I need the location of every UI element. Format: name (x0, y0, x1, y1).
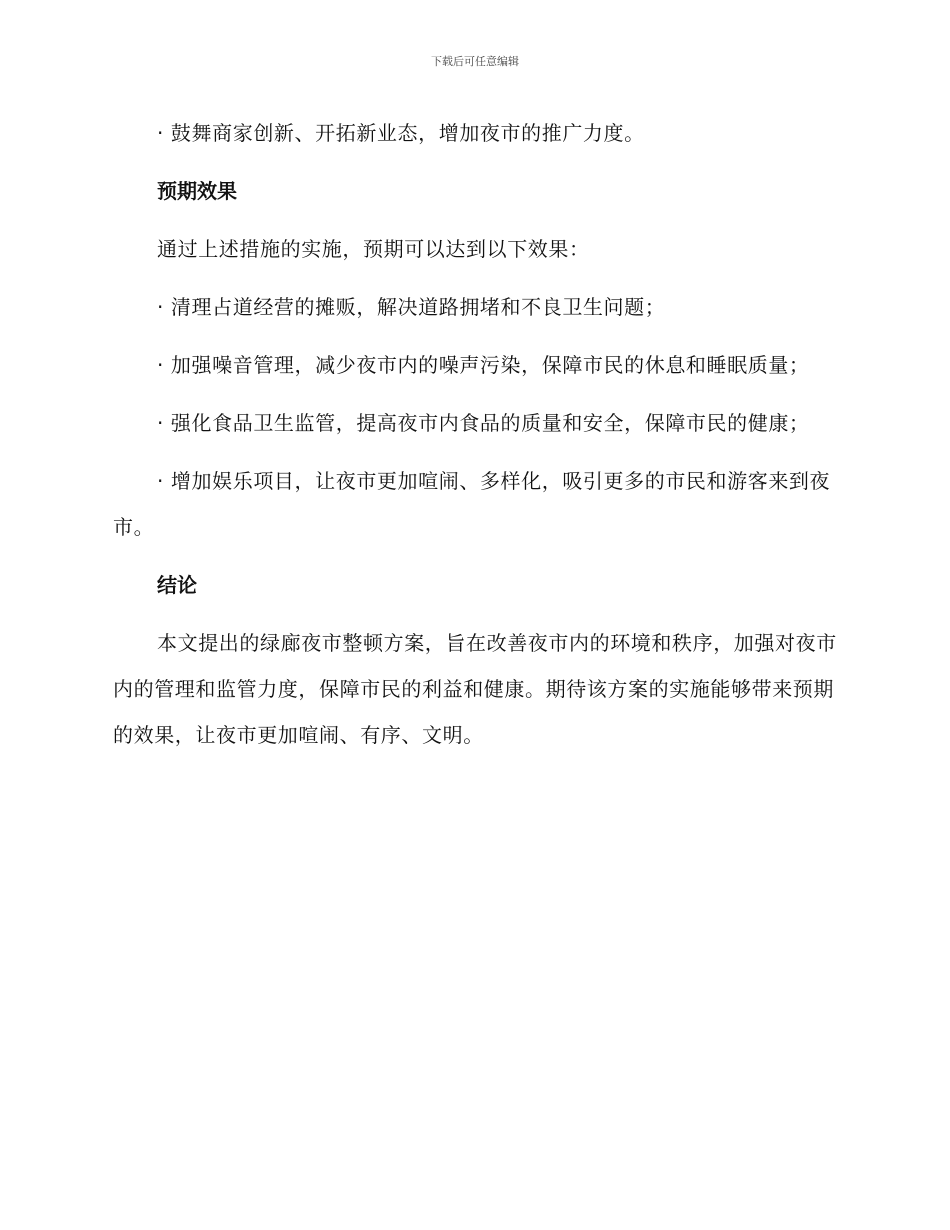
paragraph-intro: 通过上述措施的实施，预期可以达到以下效果： (157, 237, 590, 261)
heading-expected-effects: 预期效果 (157, 179, 237, 203)
paragraph-conclusion: 本文提出的绿廊夜市整顿方案，旨在改善夜市内的环境和秩序，加强对夜市内的管理和监管力度，保障市民的利益和健康。期待该方案的实施能够带来预期的效果，让夜市更加喧闹、有序、文明。 (113, 631, 837, 747)
heading-conclusion: 结论 (157, 573, 197, 597)
bullet-food-hygiene: · 强化食品卫生监管，提高夜市内食品的质量和安全，保障市民的健康； (157, 411, 810, 435)
bullet-entertainment: · 增加娱乐项目，让夜市更加喧闹、多样化，吸引更多的市民和游客来到夜市。 (113, 469, 831, 539)
document-body (113, 110, 843, 770)
page-header: 下载后可任意编辑 (431, 55, 519, 68)
bullet-clear-vendors: · 清理占道经营的摊贩，解决道路拥堵和不良卫生问题； (157, 295, 666, 319)
bullet-noise-management: · 加强噪音管理，减少夜市内的噪声污染，保障市民的休息和睡眠质量； (157, 353, 810, 377)
paragraph-promotion: · 鼓舞商家创新、开拓新业态，增加夜市的推广力度。 (157, 121, 645, 145)
